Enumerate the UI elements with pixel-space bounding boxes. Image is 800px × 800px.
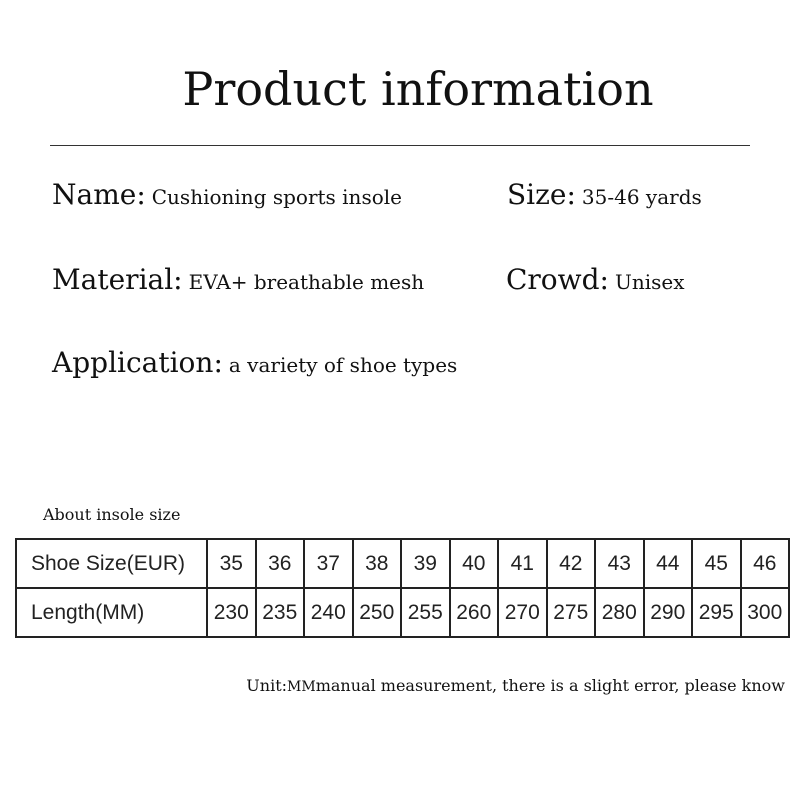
shoe-size-cell: 43 xyxy=(595,539,644,588)
shoe-size-cell: 46 xyxy=(741,539,790,588)
size-table-caption: About insole size xyxy=(43,505,181,524)
field-crowd-label: Crowd: xyxy=(506,263,609,296)
field-application-label: Application: xyxy=(52,346,223,379)
field-application-value: a variety of shoe types xyxy=(228,353,458,377)
length-cell: 260 xyxy=(450,588,499,637)
shoe-size-cell: 37 xyxy=(304,539,353,588)
length-cell: 230 xyxy=(207,588,256,637)
row-header-shoe-size: Shoe Size(EUR) xyxy=(16,539,207,588)
length-cell: 270 xyxy=(498,588,547,637)
shoe-size-cell: 38 xyxy=(353,539,402,588)
shoe-size-cell: 42 xyxy=(547,539,596,588)
length-cell: 275 xyxy=(547,588,596,637)
shoe-size-cell: 36 xyxy=(256,539,305,588)
title-divider xyxy=(50,145,750,146)
length-cell: 280 xyxy=(595,588,644,637)
field-crowd-value: Unisex xyxy=(615,270,685,294)
length-cell: 240 xyxy=(304,588,353,637)
field-application xyxy=(52,346,457,379)
field-size-label: Size: xyxy=(507,178,576,211)
note-text: manual measurement, there is a slight error, please know xyxy=(315,676,785,695)
length-cell: 255 xyxy=(401,588,450,637)
shoe-size-cell: 35 xyxy=(207,539,256,588)
field-material-value: EVA+ breathable mesh xyxy=(188,270,425,294)
row-header-length: Length(MM) xyxy=(16,588,207,637)
field-name-label: Name: xyxy=(52,178,146,211)
shoe-size-cell: 44 xyxy=(644,539,693,588)
measurement-note xyxy=(246,676,785,695)
field-name-value: Cushioning sports insole xyxy=(151,185,402,209)
length-cell: 250 xyxy=(353,588,402,637)
length-cell: 295 xyxy=(692,588,741,637)
field-crowd xyxy=(506,263,685,296)
field-material-label: Material: xyxy=(52,263,183,296)
shoe-size-cell: 40 xyxy=(450,539,499,588)
length-cell: 290 xyxy=(644,588,693,637)
shoe-size-cell: 45 xyxy=(692,539,741,588)
field-size xyxy=(507,178,702,211)
note-unit: MM xyxy=(287,679,316,695)
table-row-shoe-size xyxy=(16,539,789,588)
page-title: Product information xyxy=(182,62,654,116)
length-cell: 235 xyxy=(256,588,305,637)
note-prefix: Unit: xyxy=(246,676,288,695)
field-size-value: 35-46 yards xyxy=(581,185,702,209)
table-row-length xyxy=(16,588,789,637)
field-material xyxy=(52,263,424,296)
size-table xyxy=(15,538,790,638)
shoe-size-cell: 39 xyxy=(401,539,450,588)
field-name xyxy=(52,178,402,211)
shoe-size-cell: 41 xyxy=(498,539,547,588)
length-cell: 300 xyxy=(741,588,790,637)
